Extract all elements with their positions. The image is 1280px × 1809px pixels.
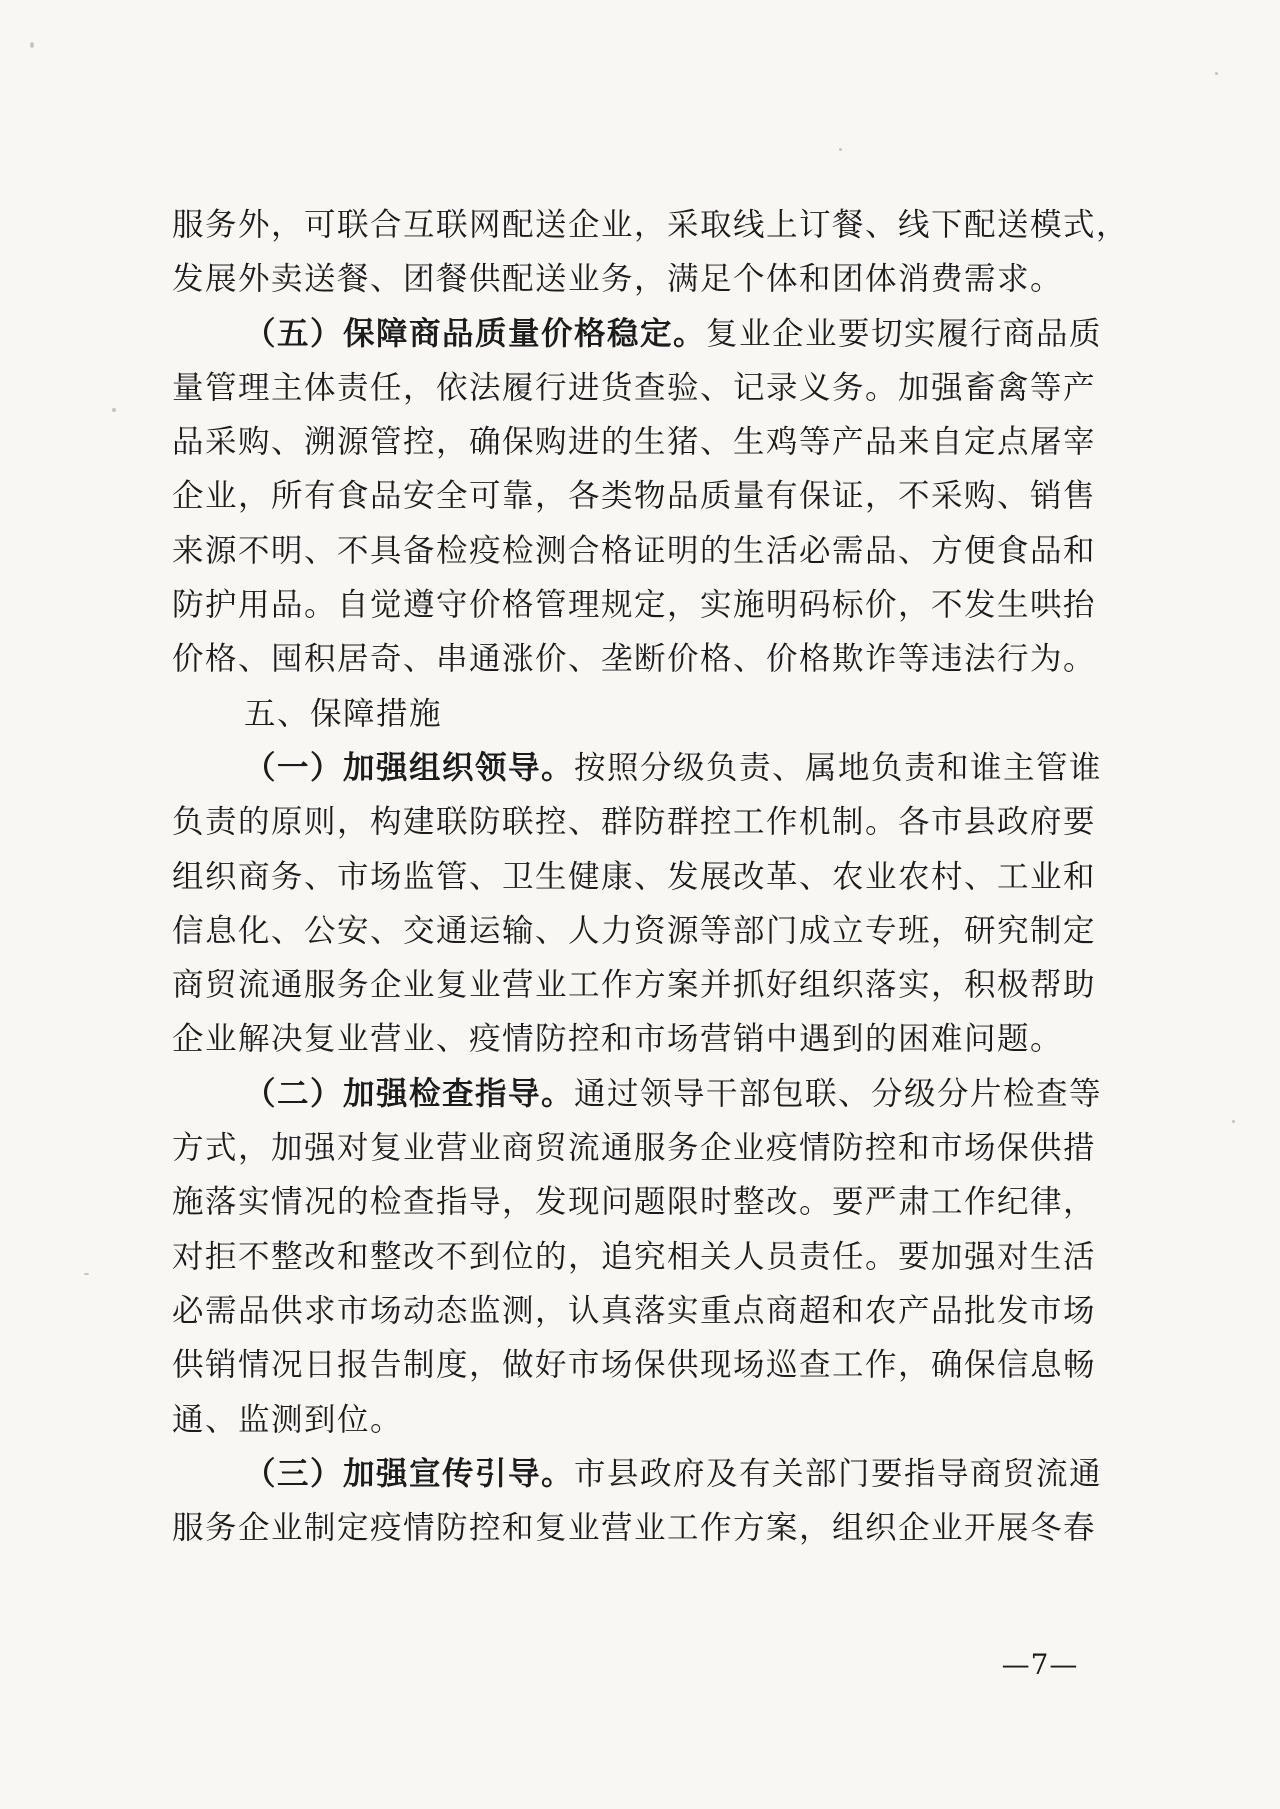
section-heading: （一）加强组织领导。: [244, 748, 575, 786]
line-text: 企业解决复业营业、疫情防控和市场营销中遇到的困难问题。: [172, 1021, 1064, 1058]
line-text: 通、监测到位。: [172, 1401, 404, 1438]
text-line: [172, 958, 1112, 1012]
line-text: 组织商务、市场监管、卫生健康、发展改革、农业农村、工业和: [172, 858, 1097, 895]
text-line: [172, 1501, 1112, 1555]
text-line: [172, 1230, 1112, 1284]
body-text: [172, 198, 1130, 1555]
line-text: 商贸流通服务企业复业营业工作方案并抓好组织落实，积极帮助: [172, 967, 1097, 1004]
line-text: 服务外，可联合互联网配送企业，采取线上订餐、线下配送模式，: [172, 207, 1130, 243]
line-text: 对拒不整改和整改不到位的，追究相关人员责任。要加强对生活: [172, 1238, 1097, 1275]
line-text: 通过领导干部包联、分级分片检查等: [574, 1075, 1103, 1112]
text-line: [172, 252, 1112, 306]
text-line: [172, 904, 1112, 958]
line-text: 供销情况日报告制度，做好市场保供现场巡查工作，确保信息畅: [172, 1347, 1097, 1384]
text-line: [172, 1338, 1112, 1392]
line-text: 服务企业制定疫情防控和复业营业工作方案，组织企业开展冬春: [172, 1510, 1097, 1547]
text-line: [172, 1284, 1112, 1338]
line-text: 负责的原则，构建联防联控、群防群控工作机制。各市县政府要: [172, 804, 1097, 841]
line-text: 发展外卖送餐、团餐供配送业务，满足个体和团体消费需求。: [172, 261, 1064, 298]
line-text: 必需品供求市场动态监测，认真落实重点商超和农产品批发市场: [172, 1292, 1097, 1329]
line-text: 信息化、公安、交通运输、人力资源等部门成立专班，研究制定: [172, 912, 1097, 949]
line-text: 五、保障措施: [244, 695, 443, 732]
section-heading-line: [172, 1447, 1112, 1501]
line-text: 防护用品。自觉遵守价格管理规定，实施明码标价，不发生哄抬: [172, 587, 1097, 624]
section-heading-line: [172, 307, 1112, 361]
scan-speck: [1232, 1120, 1235, 1123]
line-text: 按照分级负责、属地负责和谁主管谁: [574, 749, 1103, 786]
text-line: [172, 361, 1112, 415]
line-text: 价格、囤积居奇、串通涨价、垄断价格、价格欺诈等违法行为。: [172, 641, 1097, 678]
text-line: [172, 1012, 1112, 1066]
text-line: [172, 1393, 1112, 1447]
scan-speck: [84, 1273, 89, 1275]
text-line: [172, 687, 1112, 741]
text-line: [172, 1121, 1112, 1175]
text-line: [172, 1175, 1112, 1229]
text-line: [172, 415, 1112, 469]
section-heading-line: [172, 741, 1112, 795]
section-heading: （二）加强检查指导。: [244, 1074, 575, 1112]
text-line: [172, 198, 1130, 252]
text-line: [172, 850, 1112, 904]
section-heading: （五）保障商品质量价格稳定。: [244, 314, 707, 352]
scan-speck: [1215, 72, 1218, 75]
line-text: 市县政府及有关部门要指导商贸流通: [574, 1455, 1103, 1492]
scan-speck: [839, 148, 842, 151]
section-heading: （三）加强宣传引导。: [244, 1454, 575, 1492]
scan-speck: [30, 42, 34, 48]
scan-speck: [112, 408, 116, 412]
line-text: 企业，所有食品安全可靠，各类物品质量有保证，不采购、销售: [172, 478, 1097, 515]
text-line: [172, 578, 1112, 632]
line-text: 来源不明、不具备检疫检测合格证明的生活必需品、方便食品和: [172, 532, 1097, 569]
line-text: 品采购、溯源管控，确保购进的生猪、生鸡等产品来自定点屠宰: [172, 424, 1097, 461]
page-number: —7—: [1001, 1648, 1079, 1681]
text-line: [172, 632, 1112, 686]
line-text: 施落实情况的检查指导，发现问题限时整改。要严肃工作纪律，: [172, 1184, 1097, 1221]
text-line: [172, 795, 1112, 849]
line-text: 量管理主体责任，依法履行进货查验、记录义务。加强畜禽等产: [172, 369, 1097, 406]
line-text: 方式，加强对复业营业商贸流通服务企业疫情防控和市场保供措: [172, 1130, 1097, 1167]
text-line: [172, 469, 1112, 523]
section-heading-line: [172, 1067, 1112, 1121]
line-text: 复业企业要切实履行商品质: [706, 315, 1103, 352]
text-line: [172, 524, 1112, 578]
